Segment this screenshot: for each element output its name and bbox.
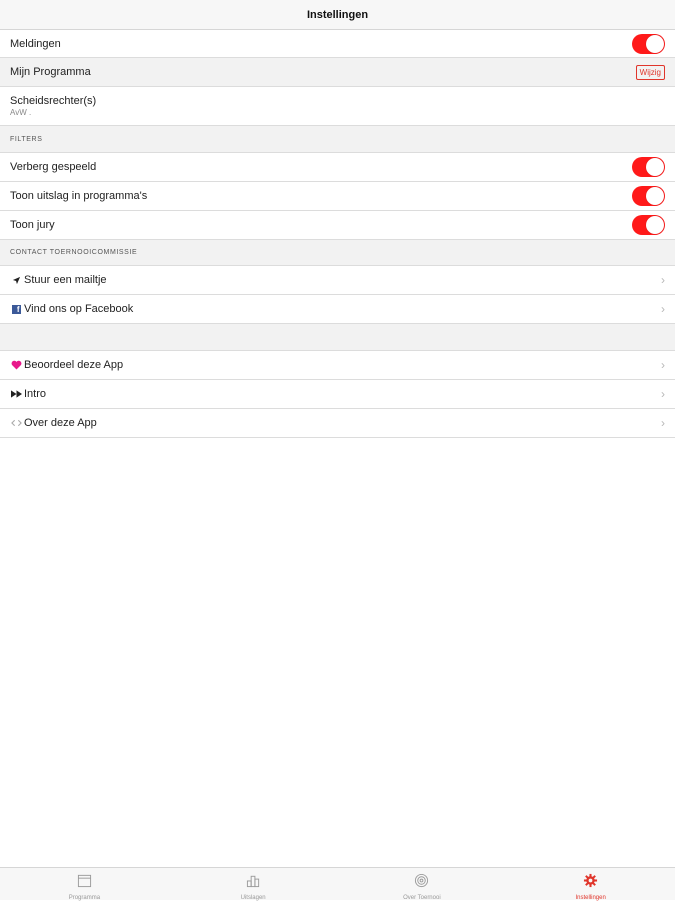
toggle-knob	[646, 216, 664, 234]
section-spacer	[0, 324, 675, 351]
chevron-right-icon: ›	[661, 358, 665, 372]
over-app-label: Over deze App	[24, 417, 97, 429]
meldingen-toggle[interactable]	[632, 34, 665, 54]
mijn-programma-row	[0, 58, 675, 87]
calendar-icon	[77, 873, 92, 893]
bar-chart-icon	[246, 873, 261, 893]
heart-icon	[10, 360, 22, 370]
fast-forward-icon	[10, 390, 22, 398]
tab-programma[interactable]	[0, 868, 169, 900]
page-title: Instellingen	[306, 8, 369, 21]
chevron-right-icon: ›	[661, 387, 665, 401]
code-icon	[10, 419, 22, 427]
mijn-programma-label: Mijn Programma	[10, 66, 91, 78]
intro-row[interactable]	[0, 380, 675, 409]
facebook-row[interactable]	[0, 295, 675, 324]
filter-label: Toon jury	[10, 219, 55, 231]
scheidsrechters-text	[10, 95, 665, 117]
filter-label: Verberg gespeeld	[10, 161, 97, 173]
facebook-icon: f	[10, 305, 22, 314]
facebook-label: Vind ons op Facebook	[24, 303, 134, 315]
tab-bar	[0, 867, 675, 900]
stuur-mailtje-label: Stuur een mailtje	[24, 274, 107, 286]
scheidsrechters-label: Scheidsrechter(s)	[10, 95, 97, 107]
verberg-gespeeld-toggle[interactable]	[632, 157, 665, 177]
filter-label: Toon uitslag in programma's	[10, 190, 148, 202]
contact-section-header	[0, 240, 675, 266]
wijzig-button[interactable]: Wijzig	[636, 65, 665, 80]
intro-label: Intro	[24, 388, 47, 400]
tab-over-toernooi[interactable]	[338, 868, 507, 900]
chevron-right-icon: ›	[661, 416, 665, 430]
tab-instellingen[interactable]	[506, 868, 675, 900]
gear-icon	[583, 873, 598, 893]
filter-row-verberg-gespeeld	[0, 153, 675, 182]
tab-label: Programma	[68, 895, 101, 901]
toggle-knob	[646, 158, 664, 176]
meldingen-row	[0, 30, 675, 58]
toon-uitslag-toggle[interactable]	[632, 186, 665, 206]
beoordeel-app-label: Beoordeel deze App	[24, 359, 124, 371]
filters-section-header	[0, 126, 675, 153]
meldingen-label: Meldingen	[10, 37, 61, 50]
scheidsrechters-value: AvW .	[10, 108, 32, 117]
chevron-right-icon: ›	[661, 273, 665, 287]
tab-label: Instellingen	[575, 895, 606, 901]
target-icon	[414, 873, 429, 893]
tab-label: Uitslagen	[240, 895, 266, 901]
toggle-knob	[646, 187, 664, 205]
contact-header-label: CONTACT TOERNOOICOMMISSIE	[10, 249, 138, 256]
tab-label: Over Toernooi	[403, 895, 441, 901]
chevron-right-icon: ›	[661, 302, 665, 316]
toon-jury-toggle[interactable]	[632, 215, 665, 235]
toggle-knob	[646, 35, 664, 53]
filter-row-toon-uitslag	[0, 182, 675, 211]
over-app-row[interactable]	[0, 409, 675, 438]
send-icon	[10, 276, 22, 285]
scheidsrechters-row[interactable]	[0, 87, 675, 126]
tab-uitslagen[interactable]	[169, 868, 338, 900]
beoordeel-app-row[interactable]	[0, 351, 675, 380]
filter-row-toon-jury	[0, 211, 675, 240]
stuur-mailtje-row[interactable]	[0, 266, 675, 295]
filters-header-label: FILTERS	[10, 135, 43, 143]
navigation-bar	[0, 0, 675, 30]
